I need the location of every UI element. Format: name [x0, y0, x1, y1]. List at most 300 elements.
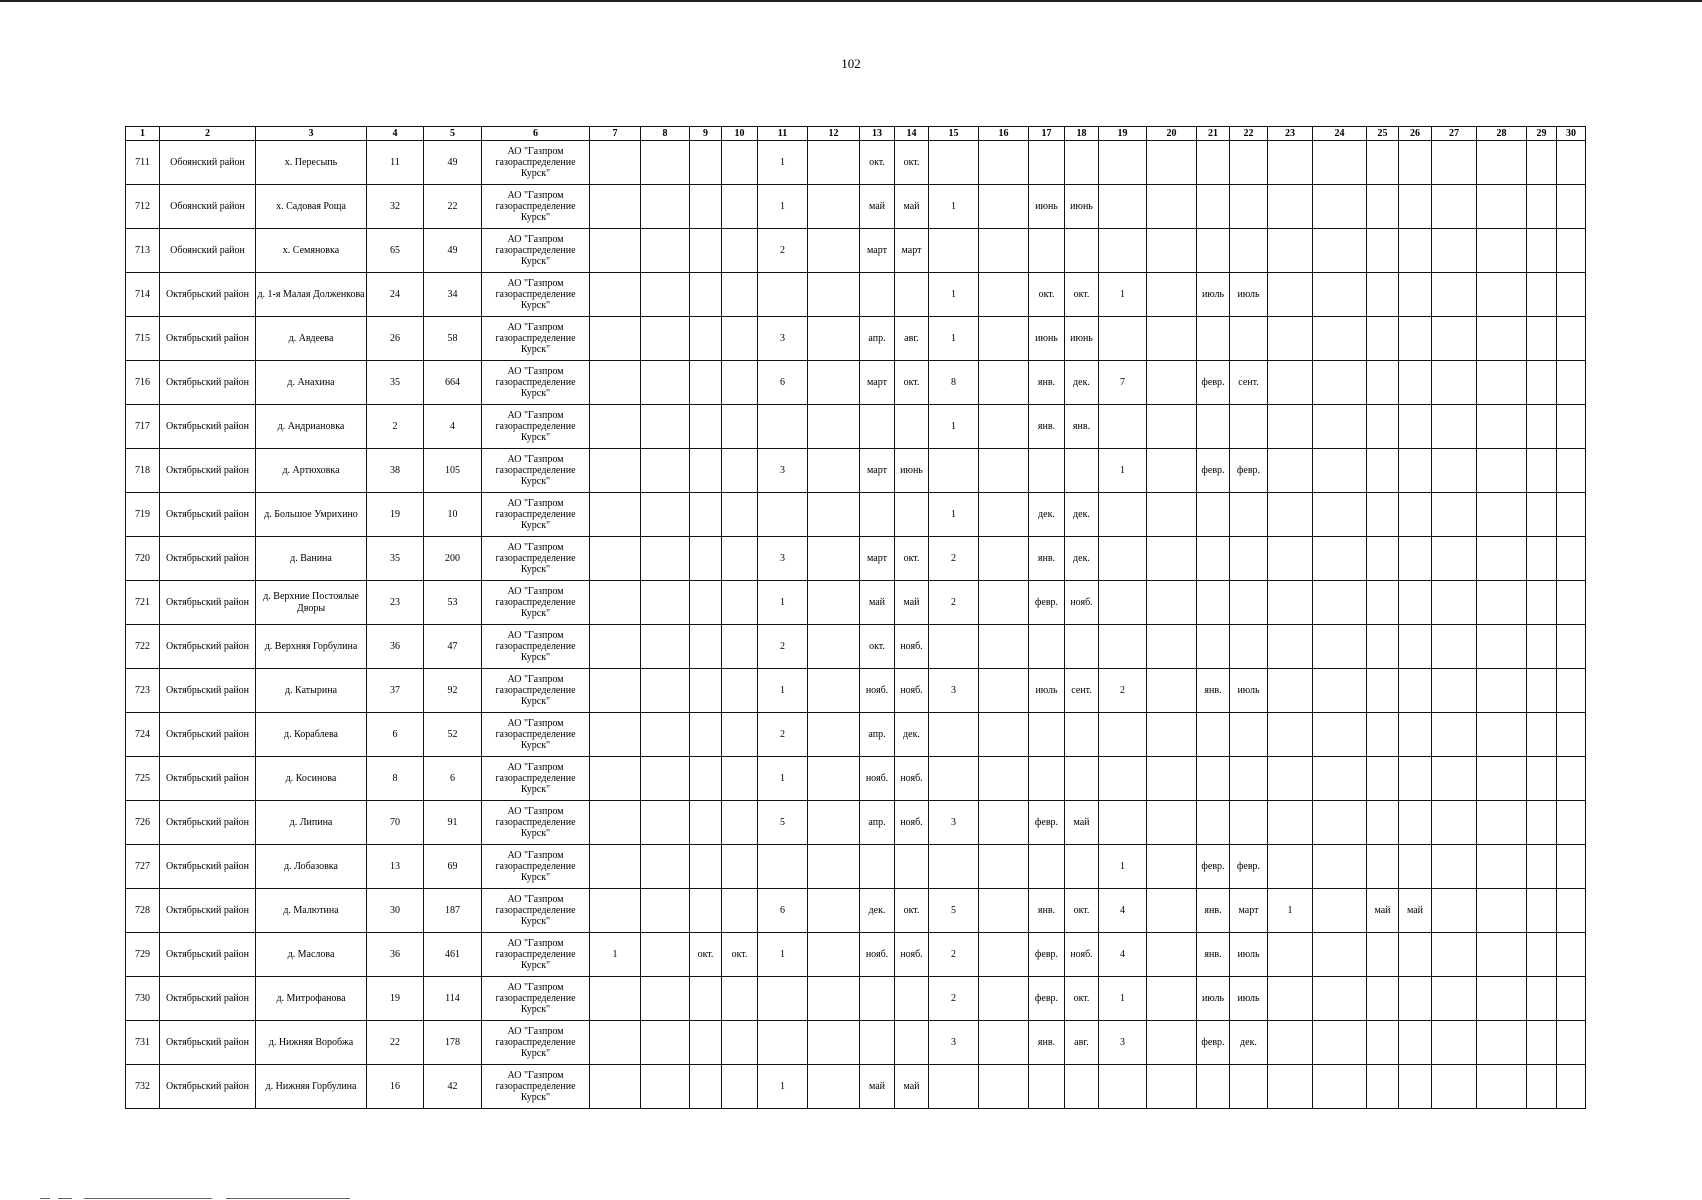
- table-cell: дек.: [1065, 493, 1099, 537]
- table-cell: [895, 273, 929, 317]
- table-cell: 16: [367, 1065, 424, 1109]
- table-cell: окт.: [1065, 977, 1099, 1021]
- table-cell: [1367, 449, 1399, 493]
- table-cell: нояб.: [895, 933, 929, 977]
- table-cell: [690, 757, 722, 801]
- table-cell: 723: [126, 669, 160, 713]
- table-cell: [1527, 537, 1557, 581]
- table-cell: АО "Газпром газораспределение Курск": [482, 845, 590, 889]
- table-cell: [590, 1065, 641, 1109]
- table-cell: АО "Газпром газораспределение Курск": [482, 361, 590, 405]
- column-header: 30: [1557, 127, 1586, 141]
- table-cell: 1: [929, 317, 979, 361]
- table-cell: 37: [367, 669, 424, 713]
- table-cell: [979, 229, 1029, 273]
- table-cell: [1557, 581, 1586, 625]
- table-cell: [722, 273, 758, 317]
- table-cell: [1313, 1021, 1367, 1065]
- table-cell: [1399, 229, 1432, 273]
- table-cell: [808, 801, 860, 845]
- table-cell: [979, 933, 1029, 977]
- table-cell: АО "Газпром газораспределение Курск": [482, 141, 590, 185]
- table-cell: 725: [126, 757, 160, 801]
- table-cell: [1230, 317, 1268, 361]
- table-cell: 47: [424, 625, 482, 669]
- table-cell: [1527, 669, 1557, 713]
- table-cell: АО "Газпром газораспределение Курск": [482, 449, 590, 493]
- table-cell: [1147, 889, 1197, 933]
- table-cell: 728: [126, 889, 160, 933]
- table-cell: [979, 977, 1029, 1021]
- table-cell: 1: [929, 273, 979, 317]
- table-cell: [1065, 141, 1099, 185]
- table-cell: [722, 141, 758, 185]
- table-cell: авг.: [1065, 1021, 1099, 1065]
- table-cell: [1557, 889, 1586, 933]
- table-cell: [1477, 933, 1527, 977]
- table-cell: 91: [424, 801, 482, 845]
- table-cell: [1147, 493, 1197, 537]
- table-cell: [641, 801, 690, 845]
- table-cell: окт.: [860, 625, 895, 669]
- column-header: 14: [895, 127, 929, 141]
- table-cell: [1557, 317, 1586, 361]
- table-cell: [1313, 801, 1367, 845]
- table-cell: апр.: [860, 317, 895, 361]
- table-cell: [722, 801, 758, 845]
- table-cell: [1197, 581, 1230, 625]
- table-cell: [929, 229, 979, 273]
- column-header: 26: [1399, 127, 1432, 141]
- table-cell: [1367, 801, 1399, 845]
- table-cell: 3: [929, 669, 979, 713]
- table-cell: [1432, 801, 1477, 845]
- table-cell: [1147, 1021, 1197, 1065]
- table-cell: [1477, 669, 1527, 713]
- table-cell: [1432, 889, 1477, 933]
- table-cell: [1527, 757, 1557, 801]
- table-cell: окт.: [1065, 273, 1099, 317]
- column-header: 16: [979, 127, 1029, 141]
- table-cell: Октябрьский район: [160, 625, 256, 669]
- table-cell: [1477, 889, 1527, 933]
- table-cell: [1527, 405, 1557, 449]
- table-cell: [1029, 141, 1065, 185]
- table-cell: [690, 493, 722, 537]
- table-cell: АО "Газпром газораспределение Курск": [482, 669, 590, 713]
- table-cell: [1313, 361, 1367, 405]
- table-cell: [979, 625, 1029, 669]
- table-cell: дек.: [1065, 537, 1099, 581]
- table-cell: д. Верхние Постоялые Дворы: [256, 581, 367, 625]
- table-cell: [1527, 625, 1557, 669]
- table-cell: 724: [126, 713, 160, 757]
- table-cell: [641, 141, 690, 185]
- table-cell: [1313, 229, 1367, 273]
- table-cell: [1399, 845, 1432, 889]
- table-cell: сент.: [1230, 361, 1268, 405]
- table-cell: [1268, 537, 1313, 581]
- table-cell: х. Садовая Роща: [256, 185, 367, 229]
- table-cell: д. Ванина: [256, 537, 367, 581]
- table-cell: АО "Газпром газораспределение Курск": [482, 185, 590, 229]
- table-cell: [1527, 493, 1557, 537]
- table-cell: [1197, 801, 1230, 845]
- table-cell: [1557, 141, 1586, 185]
- table-cell: дек.: [1029, 493, 1065, 537]
- table-cell: [641, 625, 690, 669]
- table-cell: д. Митрофанова: [256, 977, 367, 1021]
- table-cell: [1527, 273, 1557, 317]
- table-cell: д. Артюховка: [256, 449, 367, 493]
- table-cell: нояб.: [860, 933, 895, 977]
- table-cell: [1099, 1065, 1147, 1109]
- table-cell: [1432, 713, 1477, 757]
- table-cell: АО "Газпром газораспределение Курск": [482, 317, 590, 361]
- table-cell: 5: [929, 889, 979, 933]
- table-cell: июль: [1230, 273, 1268, 317]
- table-cell: [1367, 1021, 1399, 1065]
- table-cell: [1268, 141, 1313, 185]
- table-cell: апр.: [860, 801, 895, 845]
- table-cell: [1313, 933, 1367, 977]
- table-cell: [1147, 537, 1197, 581]
- table-cell: д. Нижняя Воробжа: [256, 1021, 367, 1065]
- table-cell: [1099, 405, 1147, 449]
- table-cell: [929, 625, 979, 669]
- table-cell: [1399, 493, 1432, 537]
- table-cell: 1: [758, 185, 808, 229]
- table-cell: [590, 977, 641, 1021]
- table-cell: 2: [758, 229, 808, 273]
- table-cell: [1527, 229, 1557, 273]
- table-cell: [1268, 713, 1313, 757]
- table-cell: [1399, 317, 1432, 361]
- table-cell: [1557, 273, 1586, 317]
- table-cell: д. Маслова: [256, 933, 367, 977]
- table-cell: [641, 185, 690, 229]
- table-cell: [808, 933, 860, 977]
- table-cell: [1432, 317, 1477, 361]
- table-cell: [1477, 141, 1527, 185]
- table-row: [126, 361, 1586, 405]
- table-cell: [690, 1065, 722, 1109]
- column-header: 7: [590, 127, 641, 141]
- footer-line: [40, 1198, 50, 1199]
- table-cell: 732: [126, 1065, 160, 1109]
- table-cell: [895, 405, 929, 449]
- table-cell: дек.: [1065, 361, 1099, 405]
- table-cell: [1367, 361, 1399, 405]
- table-cell: 721: [126, 581, 160, 625]
- table-cell: 70: [367, 801, 424, 845]
- table-cell: [1527, 449, 1557, 493]
- table-cell: [1230, 757, 1268, 801]
- table-cell: [808, 713, 860, 757]
- table-cell: [1268, 933, 1313, 977]
- table-cell: [690, 229, 722, 273]
- table-cell: [1557, 405, 1586, 449]
- table-cell: [641, 361, 690, 405]
- column-header: 11: [758, 127, 808, 141]
- table-row: [126, 185, 1586, 229]
- column-header: 17: [1029, 127, 1065, 141]
- table-cell: [1268, 845, 1313, 889]
- table-cell: май: [1065, 801, 1099, 845]
- table-cell: [1367, 185, 1399, 229]
- table-cell: [1197, 229, 1230, 273]
- table-cell: [758, 977, 808, 1021]
- table-cell: 3: [758, 317, 808, 361]
- table-cell: [1029, 757, 1065, 801]
- table-cell: [1477, 713, 1527, 757]
- table-cell: [1432, 625, 1477, 669]
- table-cell: [1557, 801, 1586, 845]
- table-cell: АО "Газпром газораспределение Курск": [482, 537, 590, 581]
- table-cell: [1268, 185, 1313, 229]
- table-cell: [979, 1065, 1029, 1109]
- table-cell: 1: [758, 141, 808, 185]
- footer-line: [58, 1198, 72, 1199]
- table-cell: [860, 1021, 895, 1065]
- table-cell: [1147, 141, 1197, 185]
- table-cell: 19: [367, 977, 424, 1021]
- table-cell: 53: [424, 581, 482, 625]
- table-cell: 26: [367, 317, 424, 361]
- table-cell: 24: [367, 273, 424, 317]
- table-cell: Октябрьский район: [160, 361, 256, 405]
- table-cell: [1065, 757, 1099, 801]
- table-row: [126, 537, 1586, 581]
- table-cell: 1: [1099, 845, 1147, 889]
- table-cell: АО "Газпром газораспределение Курск": [482, 493, 590, 537]
- table-cell: нояб.: [895, 757, 929, 801]
- table-cell: сент.: [1065, 669, 1099, 713]
- table-cell: 7: [1099, 361, 1147, 405]
- table-cell: февр.: [1197, 1021, 1230, 1065]
- table-cell: [1367, 713, 1399, 757]
- table-cell: 1: [929, 185, 979, 229]
- table-cell: [1230, 625, 1268, 669]
- table-cell: нояб.: [1065, 933, 1099, 977]
- table-cell: [1065, 625, 1099, 669]
- table-cell: 722: [126, 625, 160, 669]
- table-cell: [1557, 493, 1586, 537]
- table-cell: [690, 317, 722, 361]
- table-cell: март: [860, 361, 895, 405]
- table-cell: АО "Газпром газораспределение Курск": [482, 581, 590, 625]
- footer-line: [226, 1198, 350, 1199]
- table-cell: 3: [758, 449, 808, 493]
- table-cell: 726: [126, 801, 160, 845]
- table-cell: [722, 1065, 758, 1109]
- table-cell: 2: [1099, 669, 1147, 713]
- column-header: 15: [929, 127, 979, 141]
- table-cell: [1147, 273, 1197, 317]
- table-cell: 2: [929, 933, 979, 977]
- table-cell: [860, 493, 895, 537]
- table-cell: АО "Газпром газораспределение Курск": [482, 625, 590, 669]
- table-cell: [1367, 757, 1399, 801]
- table-cell: [1367, 141, 1399, 185]
- table-cell: окт.: [860, 141, 895, 185]
- table-cell: 49: [424, 141, 482, 185]
- table-cell: 114: [424, 977, 482, 1021]
- table-cell: [1268, 669, 1313, 713]
- table-cell: [1313, 977, 1367, 1021]
- table-cell: [722, 625, 758, 669]
- column-header: 12: [808, 127, 860, 141]
- table-cell: март: [1230, 889, 1268, 933]
- table-cell: [1230, 405, 1268, 449]
- table-cell: [722, 537, 758, 581]
- table-row: [126, 933, 1586, 977]
- table-cell: [1065, 1065, 1099, 1109]
- page-number: 102: [841, 56, 861, 71]
- column-header: 1: [126, 127, 160, 141]
- table-cell: Октябрьский район: [160, 1065, 256, 1109]
- table-cell: [641, 977, 690, 1021]
- table-cell: 200: [424, 537, 482, 581]
- table-cell: [1313, 889, 1367, 933]
- table-cell: 35: [367, 361, 424, 405]
- table-cell: [1477, 405, 1527, 449]
- table-cell: [1399, 757, 1432, 801]
- table-cell: [722, 713, 758, 757]
- table-row: [126, 273, 1586, 317]
- table-cell: [1477, 537, 1527, 581]
- table-cell: [1099, 185, 1147, 229]
- table-cell: 23: [367, 581, 424, 625]
- table-cell: [690, 361, 722, 405]
- table-cell: [1367, 405, 1399, 449]
- table-cell: [1029, 229, 1065, 273]
- table-cell: [1557, 713, 1586, 757]
- table-cell: [722, 669, 758, 713]
- table-row: [126, 625, 1586, 669]
- table-cell: [1313, 537, 1367, 581]
- table-cell: [808, 317, 860, 361]
- table-row: [126, 757, 1586, 801]
- table-cell: 52: [424, 713, 482, 757]
- table-cell: [979, 405, 1029, 449]
- table-cell: янв.: [1029, 537, 1065, 581]
- table-cell: [1313, 449, 1367, 493]
- table-cell: [808, 141, 860, 185]
- table-cell: 4: [424, 405, 482, 449]
- table-cell: 730: [126, 977, 160, 1021]
- table-cell: [590, 449, 641, 493]
- table-cell: [1099, 537, 1147, 581]
- table-cell: [1029, 713, 1065, 757]
- table-cell: янв.: [1197, 889, 1230, 933]
- table-cell: [1477, 625, 1527, 669]
- table-cell: [1399, 537, 1432, 581]
- table-cell: [1230, 537, 1268, 581]
- table-cell: 5: [758, 801, 808, 845]
- table-cell: Октябрьский район: [160, 449, 256, 493]
- table-cell: [1527, 977, 1557, 1021]
- table-cell: [1432, 493, 1477, 537]
- table-cell: [1399, 405, 1432, 449]
- table-cell: [1399, 801, 1432, 845]
- table-cell: [1399, 933, 1432, 977]
- table-cell: [1557, 537, 1586, 581]
- table-cell: [590, 317, 641, 361]
- table-cell: [1268, 581, 1313, 625]
- table-cell: окт.: [895, 537, 929, 581]
- table-cell: 1: [590, 933, 641, 977]
- table-cell: [1557, 229, 1586, 273]
- table-cell: [1367, 537, 1399, 581]
- table-cell: 2: [929, 581, 979, 625]
- table-cell: 38: [367, 449, 424, 493]
- table-cell: АО "Газпром газораспределение Курск": [482, 713, 590, 757]
- table-cell: 187: [424, 889, 482, 933]
- table-cell: [1268, 273, 1313, 317]
- table-cell: [979, 801, 1029, 845]
- table-cell: [860, 405, 895, 449]
- table-cell: [1367, 977, 1399, 1021]
- table-cell: [722, 757, 758, 801]
- table-cell: 1: [1099, 273, 1147, 317]
- table-row: [126, 229, 1586, 273]
- table-cell: янв.: [1029, 1021, 1065, 1065]
- table-cell: 35: [367, 537, 424, 581]
- table-cell: Октябрьский район: [160, 713, 256, 757]
- table-cell: [929, 713, 979, 757]
- table-cell: [808, 361, 860, 405]
- table-cell: Октябрьский район: [160, 757, 256, 801]
- table-cell: [722, 361, 758, 405]
- table-cell: [1147, 713, 1197, 757]
- table-cell: [1367, 229, 1399, 273]
- column-header: 8: [641, 127, 690, 141]
- table-cell: [1268, 317, 1313, 361]
- table-cell: июль: [1029, 669, 1065, 713]
- schedule-table: [125, 126, 1586, 1109]
- table-row: [126, 713, 1586, 757]
- table-cell: [1477, 977, 1527, 1021]
- table-cell: [1432, 933, 1477, 977]
- table-cell: [895, 845, 929, 889]
- table-cell: [1399, 361, 1432, 405]
- table-cell: [1230, 1065, 1268, 1109]
- table-cell: июль: [1197, 273, 1230, 317]
- table-cell: [1367, 581, 1399, 625]
- table-cell: 3: [1099, 1021, 1147, 1065]
- table-cell: [1367, 1065, 1399, 1109]
- table-cell: 13: [367, 845, 424, 889]
- table-cell: 718: [126, 449, 160, 493]
- table-cell: [808, 405, 860, 449]
- table-cell: [979, 317, 1029, 361]
- table-cell: [1230, 493, 1268, 537]
- table-cell: [1557, 1065, 1586, 1109]
- table-cell: [808, 845, 860, 889]
- table-cell: [1197, 185, 1230, 229]
- table-cell: [1557, 977, 1586, 1021]
- table-cell: [590, 185, 641, 229]
- table-cell: [1527, 317, 1557, 361]
- table-cell: [590, 229, 641, 273]
- table-cell: [758, 405, 808, 449]
- table-cell: [1432, 1065, 1477, 1109]
- table-cell: 2: [929, 977, 979, 1021]
- table-cell: [722, 845, 758, 889]
- table-cell: 729: [126, 933, 160, 977]
- column-header: 13: [860, 127, 895, 141]
